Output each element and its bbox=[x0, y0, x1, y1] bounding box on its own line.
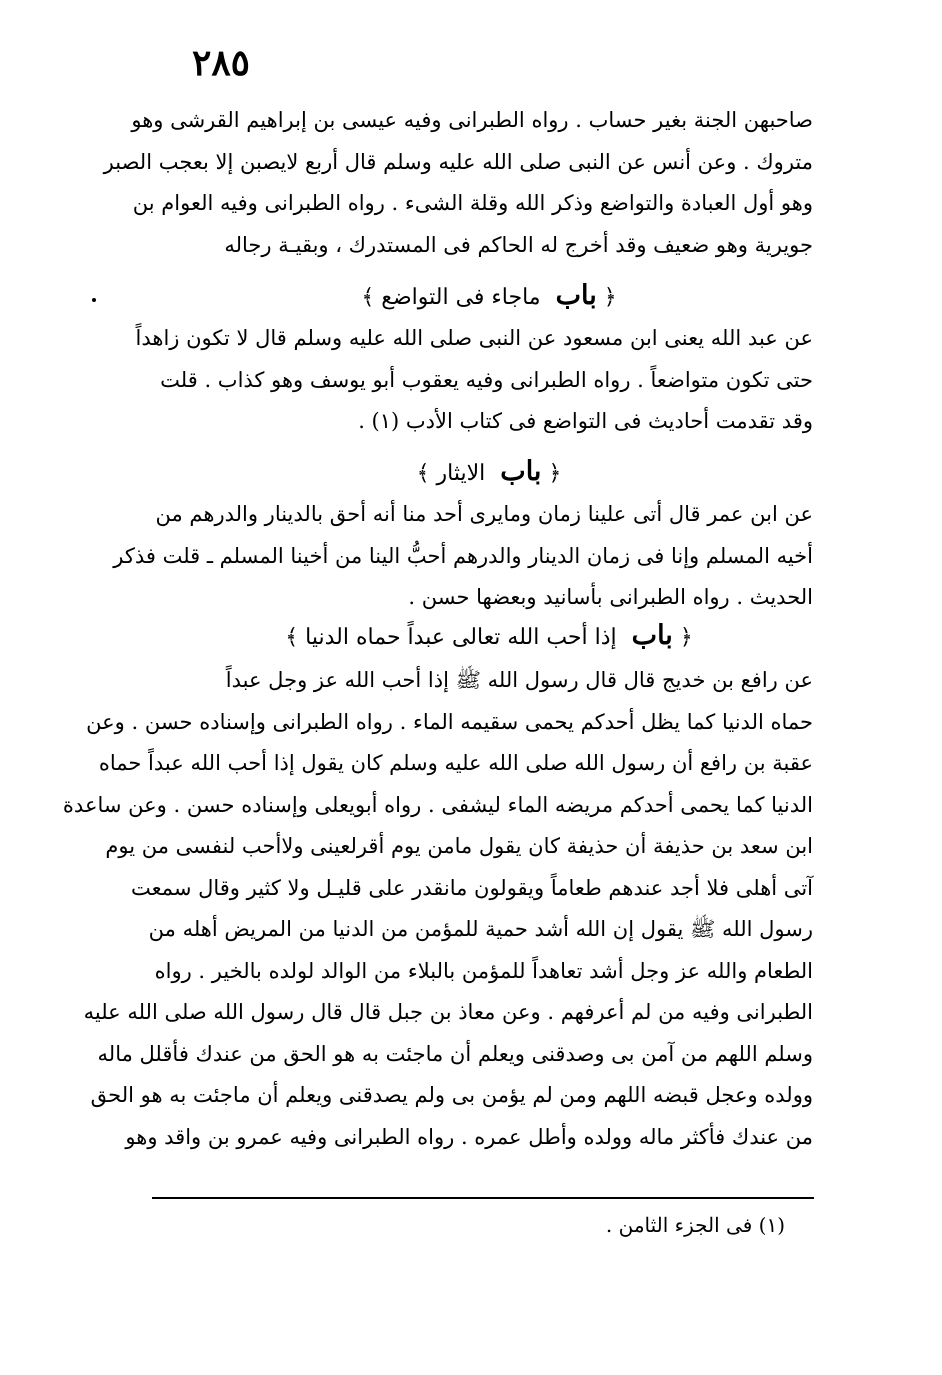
text-line: الحديث . رواه الطبرانى بأسانيد وبعضها حسن . bbox=[408, 585, 813, 609]
section-heading-humility bbox=[165, 276, 813, 318]
heading-bab: باب bbox=[500, 456, 542, 487]
text-line: صاحبهن الجنة بغير حساب . رواه الطبرانى وفيه عيسى بن إبراهيم القرشى وهو bbox=[131, 108, 813, 132]
text-line: عن ابن عمر قال أتى علينا زمان ومايرى أحد منا أنه أحق بالدينار والدرهم من bbox=[155, 502, 813, 526]
text-line: ابن سعد بن حذيفة أن حذيفة كان يقول مامن يوم أقرلعينى ولاأحب لنفسى من يوم bbox=[105, 834, 813, 858]
heading-bracket-close: ﴾ bbox=[361, 285, 375, 310]
text-line: حماه الدنيا كما يظل أحدكم يحمى سقيمه الماء . رواه الطبرانى وإسناده حسن . وعن bbox=[86, 709, 813, 734]
paragraph-4 bbox=[62, 660, 813, 1158]
ink-speck bbox=[92, 298, 96, 302]
heading-bracket-close: ﴾ bbox=[285, 625, 299, 650]
heading-title: إذا أحب الله تعالى عبداً حماه الدنيا bbox=[305, 625, 617, 650]
page-number: ٢٨٥ bbox=[192, 42, 251, 84]
text-line: وهو أول العبادة والتواضع وذكر الله وقلة الشىء . رواه الطبرانى وفيه العوام بن bbox=[132, 191, 813, 215]
text-line: آتى أهلى فلا أجد عندهم طعاماً ويقولون مانقدر على قليـل ولا كثير وقال سمعت bbox=[130, 875, 813, 900]
text-line: جويرية وهو ضعيف وقد أخرج له الحاكم فى المستدرك ، وبقيـة رجاله bbox=[224, 232, 813, 257]
section-heading-altruism bbox=[165, 452, 813, 494]
paragraph-1 bbox=[103, 100, 813, 266]
text-line: متروك . وعن أنس عن النبى صلى الله عليه وسلم قال أربع لايصبن إلا بعجب الصبر bbox=[103, 149, 813, 174]
text-line: أخيه المسلم وإنا فى زمان الدينار والدرهم أحبُّ الينا من أخينا المسلم ـ قلت فذكر bbox=[113, 543, 813, 568]
text-line: وقد تقدمت أحاديث فى التواضع فى كتاب الأدب (١) . bbox=[358, 409, 813, 433]
heading-bracket-close: ﴾ bbox=[416, 461, 430, 486]
heading-title: ماجاء فى التواضع bbox=[381, 285, 541, 310]
text-line: وولده وعجل قبضه اللهم ومن لم يؤمن بى ولم يصدقنى ويعلم أن ماجئت به هو الحق bbox=[90, 1083, 813, 1107]
text-line: عن رافع بن خديج قال قال رسول الله ﷺ إذا أحب الله عز وجل عبداً bbox=[225, 668, 813, 692]
heading-bracket-open: ﴿ bbox=[679, 625, 693, 650]
footnote-divider bbox=[152, 1197, 814, 1199]
text-line: الطبرانى وفيه من لم أعرفهم . وعن معاذ بن جبل قال قال رسول الله صلى الله عليه bbox=[83, 1000, 813, 1024]
section-heading-protection bbox=[165, 616, 813, 658]
text-line: وسلم اللهم من آمن بى وصدقنى ويعلم أن ماجئت به هو الحق من عندك فأقلل ماله bbox=[97, 1041, 813, 1066]
footnote: (١) فى الجزء الثامن . bbox=[605, 1213, 785, 1237]
text-line: عقبة بن رافع أن رسول الله صلى الله عليه وسلم كان يقول إذا أحب الله عبداً حماه bbox=[98, 751, 813, 775]
heading-bracket-open: ﴿ bbox=[603, 285, 617, 310]
heading-bracket-open: ﴿ bbox=[548, 461, 562, 486]
heading-bab: باب bbox=[631, 620, 673, 651]
text-line: رسول الله ﷺ يقول إن الله أشد حمية للمؤمن من الدنيا من المريض أهله من bbox=[148, 917, 813, 941]
text-line: حتى تكون متواضعاً . رواه الطبرانى وفيه يعقوب أبو يوسف وهو كذاب . قلت bbox=[160, 367, 813, 392]
paragraph-2 bbox=[135, 318, 813, 443]
text-line: عن عبد الله يعنى ابن مسعود عن النبى صلى الله عليه وسلم قال لا تكون زاهداً bbox=[135, 326, 813, 350]
text-line: الطعام والله عز وجل أشد تعاهداً للمؤمن بالبلاء من الوالد لولده بالخير . رواه bbox=[154, 958, 813, 983]
paragraph-3 bbox=[113, 494, 813, 619]
heading-title: الايثار bbox=[436, 461, 486, 486]
heading-bab: باب bbox=[555, 280, 597, 311]
text-line: الدنيا كما يحمى أحدكم مريضه الماء ليشفى . رواه أبويعلى وإسناده حسن . وعن ساعدة bbox=[62, 792, 813, 817]
text-line: من عندك فأكثر ماله وولده وأطل عمره . رواه الطبرانى وفيه عمرو بن واقد وهو bbox=[125, 1124, 813, 1149]
